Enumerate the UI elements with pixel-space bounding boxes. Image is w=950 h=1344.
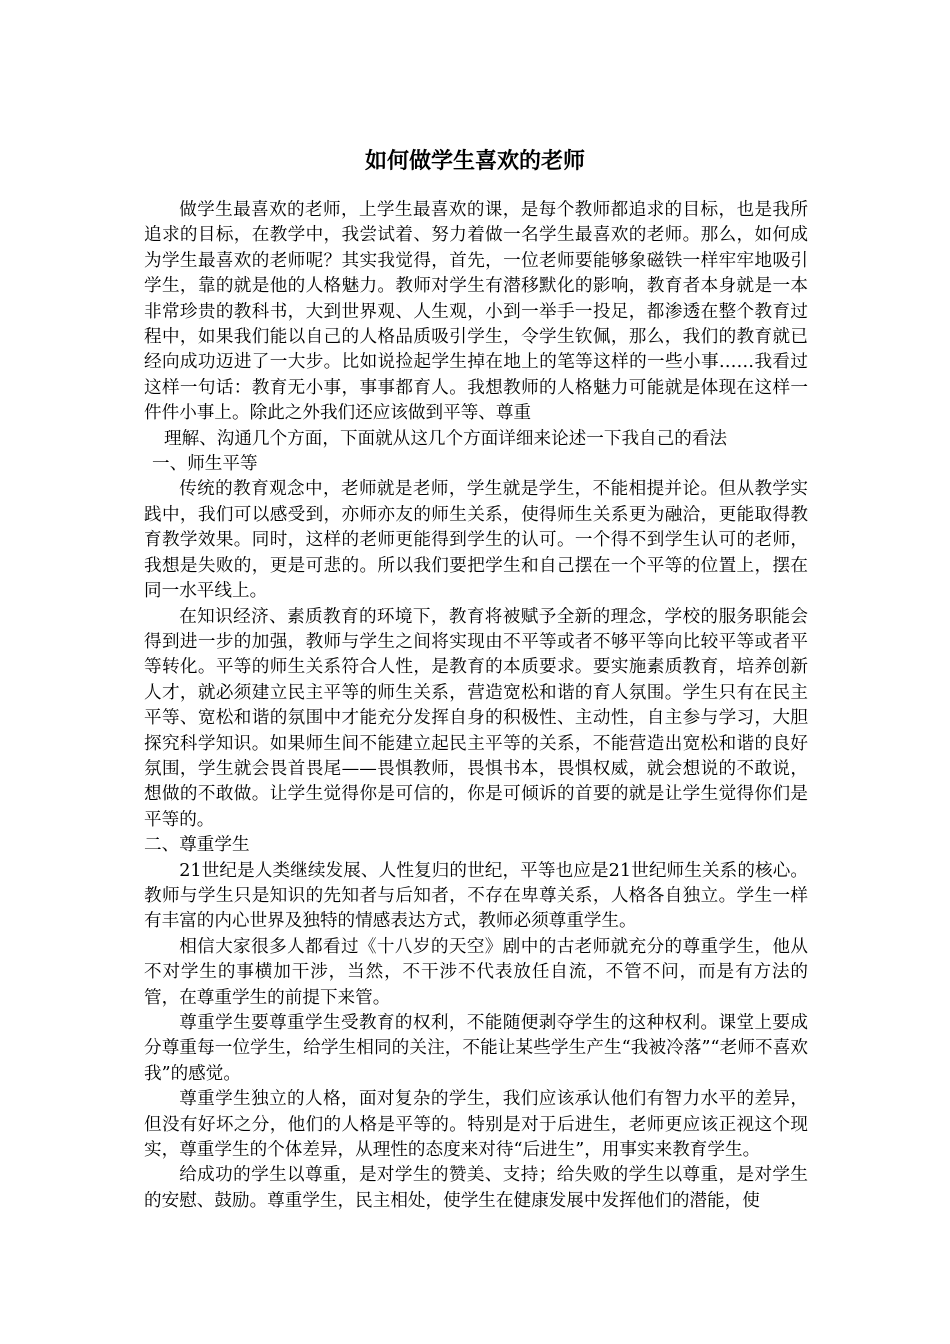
document-title: 如何做学生喜欢的老师 xyxy=(364,149,585,174)
intro-paragraph-continued: 理解、沟通几个方面，下面就从这几个方面详细来论述一下我自己的看法 xyxy=(164,428,728,449)
paragraph: 相信大家很多人都看过《十八岁的天空》剧中的古老师就充分的尊重学生，他从不对学生的事横加干涉，当然，不干涉不代表放任自流，不管不问，而是有方法的管，在尊重学生的前提下来管。 xyxy=(144,936,808,1008)
intro-paragraph: 做学生最喜欢的老师，上学生最喜欢的课，是每个教师都追求的目标，也是我所追求的目标，在教学中，我尝试着、努力着做一名学生最喜欢的老师。那么，如何成为学生最喜欢的老师呢？其实我觉得，首先，一位老师要能够象磁铁一样牢牢地吸引学生，靠的就是他的人格魅力。教师对学生有潜移默化的影响，教育者本身就是一本非常珍贵的教科书，大到世界观、人生观，小到一举手一投足，都渗透在整个教育过程中，如果我们能以自己的人格品质吸引学生，令学生钦佩，那么，我们的教育就已经向成功迈进了一大步。比如说捡起学生掉在地上的笔等这样的一些小事……我看过这样一句话：教育无小事，事事都育人。我想教师的人格魅力可能就是体现在这样一件件小事上。除此之外我们还应该做到平等、尊重 xyxy=(144,200,808,424)
section-heading-equality: 一、师生平等 xyxy=(152,454,258,475)
section-heading-respect: 二、尊重学生 xyxy=(144,835,250,856)
paragraph: 在知识经济、素质教育的环境下，教育将被赋予全新的理念，学校的服务职能会得到进一步的加强，教师与学生之间将实现由不平等或者不够平等向比较平等或者平等转化。平等的师生关系符合人性，是教育的本质要求。要实施素质教育，培养创新人才，就必须建立民主平等的师生关系，营造宽松和谐的育人氛围。学生只有在民主平等、宽松和谐的氛围中才能充分发挥自身的积极性、主动性，自主参与学习，大胆探究科学知识。如果师生间不能建立起民主平等的关系，不能营造出宽松和谐的良好氛围，学生就会畏首畏尾——畏惧教师，畏惧书本，畏惧权威，就会想说的不敢说，想做的不敢做。让学生觉得你是可信的，你是可倾诉的首要的就是让学生觉得你们是平等的。 xyxy=(144,606,808,830)
paragraph: 尊重学生要尊重学生受教育的权利，不能随便剥夺学生的这种权利。课堂上要成分尊重每一位学生，给学生相同的关注，不能让某些学生产生“我被冷落”“老师不喜欢我”的感觉。 xyxy=(144,1013,808,1084)
paragraph: 传统的教育观念中，老师就是老师，学生就是学生，不能相提并论。但从教学实践中，我们可以感受到，亦师亦友的师生关系，使得师生关系更为融洽，更能取得教育教学效果。同时，这样的老师更能得到学生的认可。一个得不到学生认可的老师，我想是失败的，更是可悲的。所以我们要把学生和自己摆在一个平等的位置上，摆在同一水平线上。 xyxy=(144,479,808,602)
document-body xyxy=(144,198,808,1214)
paragraph: 尊重学生独立的人格，面对复杂的学生，我们应该承认他们有智力水平的差异，但没有好坏之分，他们的人格是平等的。特别是对于后进生，老师更应该正视这个现实，尊重学生的个体差异，从理性的态度来对待“后进生”，用事实来教育学生。 xyxy=(144,1089,808,1161)
paragraph: 给成功的学生以尊重，是对学生的赞美、支持；给失败的学生以尊重，是对学生的安慰、鼓励。尊重学生，民主相处，使学生在健康发展中发挥他们的潜能，使 xyxy=(144,1165,808,1211)
paragraph: 21世纪是人类继续发展、人性复归的世纪，平等也应是21世纪师生关系的核心。教师与学生只是知识的先知者与后知者，不存在卑尊关系，人格各自独立。学生一样有丰富的内心世界及独特的情感表达方式，教师必须尊重学生。 xyxy=(144,860,808,932)
